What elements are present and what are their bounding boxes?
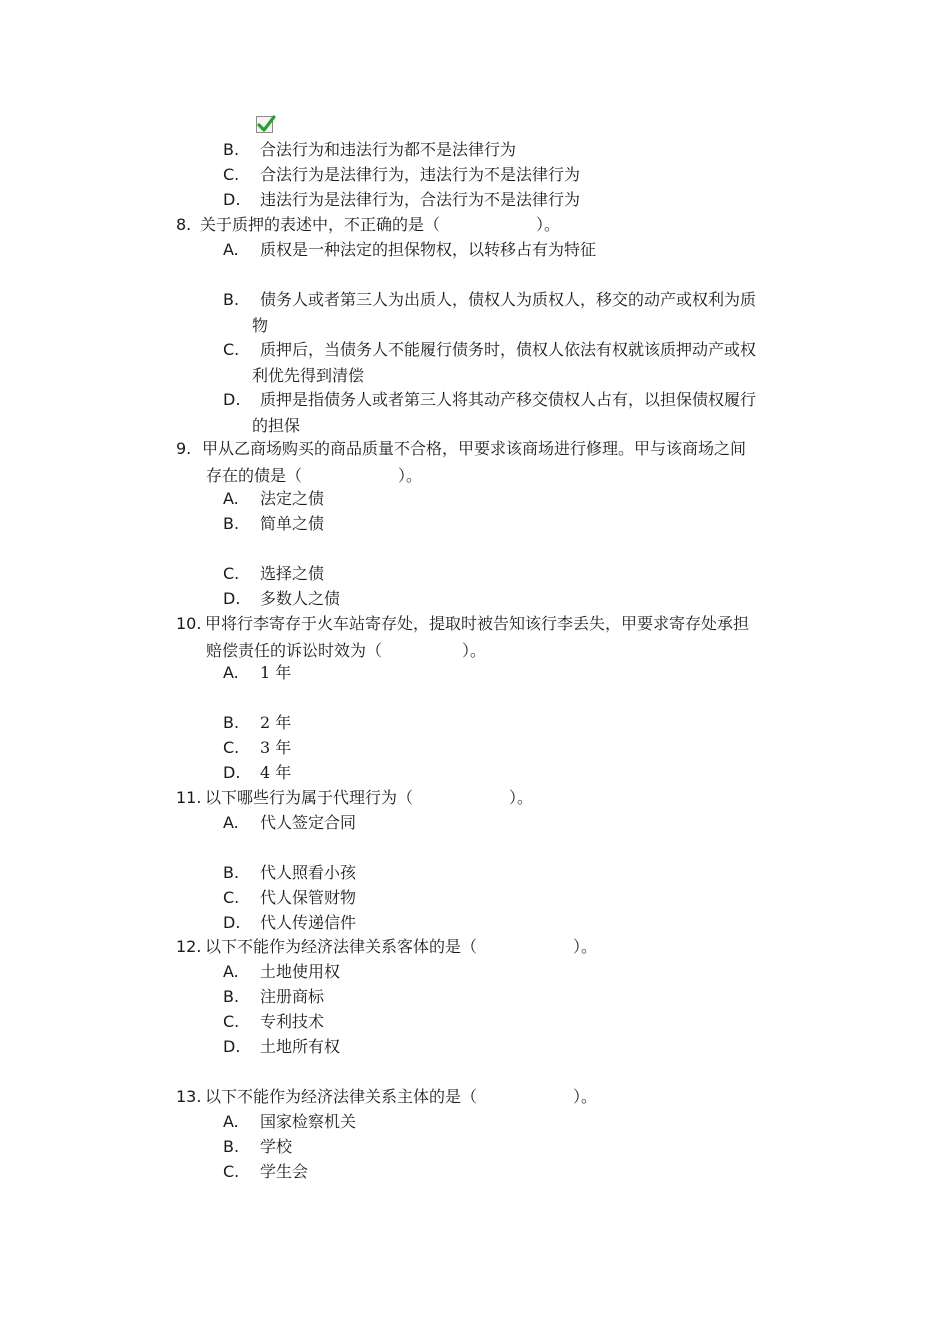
option-letter: C. xyxy=(223,1012,240,1031)
question-text: 以下不能作为经济法律关系主体的是（ ）。 xyxy=(205,1087,598,1106)
option-letter: D. xyxy=(223,589,241,608)
option-letter: B. xyxy=(223,290,240,309)
option-text: 质权是一种法定的担保物权，以转移占有为特征 xyxy=(260,240,597,259)
option-text: 简单之债 xyxy=(260,514,325,533)
checkmark-icon xyxy=(256,114,276,134)
option-letter: A. xyxy=(223,663,239,682)
option-letter: C. xyxy=(223,888,240,907)
option-letter: B. xyxy=(223,140,240,159)
option-letter: B. xyxy=(223,1137,240,1156)
option-letter: C. xyxy=(223,165,240,184)
question-text: 关于质押的表述中，不正确的是（ ）。 xyxy=(200,215,561,234)
option-text: 学校 xyxy=(260,1137,293,1156)
option-text: 代人照看小孩 xyxy=(260,863,357,882)
option-text-continued: 利优先得到清偿 xyxy=(252,366,365,385)
option-text: 2 年 xyxy=(260,713,292,732)
option-text: 代人签定合同 xyxy=(260,813,357,832)
question-number: 11. xyxy=(176,788,202,807)
option-text: 质押是指债务人或者第三人将其动产移交债权人占有，以担保债权履行 xyxy=(260,390,757,409)
question-number: 12. xyxy=(176,937,202,956)
option-text: 3 年 xyxy=(260,738,292,757)
question-text-continued: 赔偿责任的诉讼时效为（ ）。 xyxy=(206,641,487,660)
option-letter: B. xyxy=(223,514,240,533)
option-text: 代人保管财物 xyxy=(260,888,357,907)
question-number: 9. xyxy=(176,439,192,458)
correct-answer-checkbox xyxy=(256,116,273,133)
option-letter: D. xyxy=(223,763,241,782)
option-letter: B. xyxy=(223,987,240,1006)
question-number: 8. xyxy=(176,215,192,234)
option-letter: C. xyxy=(223,1162,240,1181)
option-letter: A. xyxy=(223,962,239,981)
option-letter: A. xyxy=(223,240,239,259)
option-text: 学生会 xyxy=(260,1162,309,1181)
option-letter: C. xyxy=(223,340,240,359)
option-text: 多数人之债 xyxy=(260,589,341,608)
question-text-continued: 存在的债是（ ）。 xyxy=(206,466,423,485)
option-letter: A. xyxy=(223,813,239,832)
option-text: 4 年 xyxy=(260,763,292,782)
option-text: 1 年 xyxy=(260,663,292,682)
option-text: 债务人或者第三人为出质人，债权人为质权人，移交的动产或权利为质 xyxy=(260,290,757,309)
option-text-continued: 物 xyxy=(252,316,269,335)
option-text: 合法行为是法律行为，违法行为不是法律行为 xyxy=(260,165,581,184)
question-number: 13. xyxy=(176,1087,202,1106)
option-text: 选择之债 xyxy=(260,564,325,583)
option-letter: A. xyxy=(223,489,239,508)
option-letter: D. xyxy=(223,913,241,932)
option-letter: D. xyxy=(223,390,241,409)
option-text: 法定之债 xyxy=(260,489,325,508)
question-text: 甲从乙商场购买的商品质量不合格，甲要求该商场进行修理。甲与该商场之间 xyxy=(202,439,747,458)
option-letter: C. xyxy=(223,564,240,583)
option-letter: A. xyxy=(223,1112,239,1131)
option-text-continued: 的担保 xyxy=(252,416,301,435)
option-text: 质押后，当债务人不能履行债务时，债权人依法有权就该质押动产或权 xyxy=(260,340,757,359)
option-text: 注册商标 xyxy=(260,987,325,1006)
option-letter: B. xyxy=(223,713,240,732)
option-text: 土地所有权 xyxy=(260,1037,341,1056)
option-letter: D. xyxy=(223,190,241,209)
option-text: 土地使用权 xyxy=(260,962,341,981)
option-letter: D. xyxy=(223,1037,241,1056)
question-text: 甲将行李寄存于火车站寄存处，提取时被告知该行李丢失，甲要求寄存处承担 xyxy=(205,614,750,633)
option-text: 合法行为和违法行为都不是法律行为 xyxy=(260,140,517,159)
option-text: 违法行为是法律行为，合法行为不是法律行为 xyxy=(260,190,581,209)
option-text: 专利技术 xyxy=(260,1012,325,1031)
option-text: 国家检察机关 xyxy=(260,1112,357,1131)
question-text: 以下不能作为经济法律关系客体的是（ ）。 xyxy=(205,937,598,956)
question-number: 10. xyxy=(176,614,202,633)
option-letter: C. xyxy=(223,738,240,757)
question-text: 以下哪些行为属于代理行为（ ）。 xyxy=(205,788,534,807)
option-text: 代人传递信件 xyxy=(260,913,357,932)
option-letter: B. xyxy=(223,863,240,882)
